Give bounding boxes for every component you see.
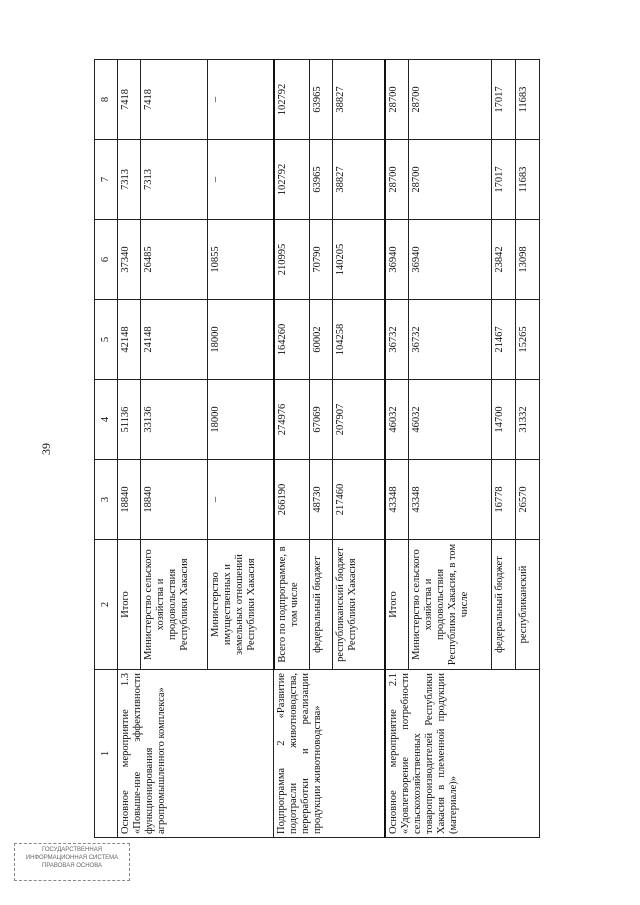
stamp-line: ГОСУДАРСТВЕННАЯ — [41, 847, 103, 853]
value-cell: 18000 — [207, 380, 273, 460]
table-row — [274, 60, 310, 838]
executor-cell: республиканский — [516, 540, 540, 670]
value-cell: 60002 — [309, 300, 333, 380]
value-cell: 266190 — [274, 460, 310, 540]
value-cell: 38827 — [333, 60, 385, 140]
executor-cell: Итого — [385, 540, 409, 670]
value-cell: 36940 — [409, 220, 492, 300]
value-cell: 21467 — [492, 300, 516, 380]
activity-cell: Подпрограмма 2 «Развитие подотрасли животноводства, переработки и реализации продукции животноводства» — [274, 670, 386, 838]
header-cell: 3 — [95, 460, 118, 540]
value-cell: – — [207, 460, 273, 540]
stamp-line: ИНФОРМАЦИОННАЯ СИСТЕМА — [25, 855, 119, 861]
header-cell: 4 — [95, 380, 118, 460]
budget-table — [94, 59, 540, 838]
value-cell: 207907 — [333, 380, 385, 460]
value-cell: 102792 — [274, 60, 310, 140]
value-cell: 51136 — [117, 380, 141, 460]
value-cell: 102792 — [274, 140, 310, 220]
value-cell: 28700 — [385, 140, 409, 220]
value-cell: 164260 — [274, 300, 310, 380]
value-cell: 11683 — [516, 140, 540, 220]
value-cell: 10855 — [207, 220, 273, 300]
value-cell: 31332 — [516, 380, 540, 460]
executor-cell: Министерство имущественных и земельных отношений Республики Хакасия — [207, 540, 273, 670]
executor-cell: Всего по подпрограмме, в том числе — [274, 540, 310, 670]
value-cell: 37340 — [117, 220, 141, 300]
value-cell: 18840 — [117, 460, 141, 540]
header-cell: 8 — [95, 60, 118, 140]
value-cell: 7313 — [141, 140, 207, 220]
table-row — [385, 60, 409, 838]
value-cell: 46032 — [409, 380, 492, 460]
value-cell: 36732 — [409, 300, 492, 380]
value-cell: 63965 — [309, 140, 333, 220]
value-cell: 63965 — [309, 60, 333, 140]
value-cell: 28700 — [409, 140, 492, 220]
value-cell: 43348 — [385, 460, 409, 540]
value-cell: 36940 — [385, 220, 409, 300]
value-cell: 28700 — [385, 60, 409, 140]
value-cell: 14700 — [492, 380, 516, 460]
value-cell: 42148 — [117, 300, 141, 380]
value-cell: 13098 — [516, 220, 540, 300]
executor-cell: Министерство сельского хозяйства и продовольствия Республики Хакасия — [141, 540, 207, 670]
header-cell: 2 — [95, 540, 118, 670]
value-cell: 274976 — [274, 380, 310, 460]
value-cell: 17017 — [492, 140, 516, 220]
value-cell: 210995 — [274, 220, 310, 300]
executor-cell: республиканский бюджет Республики Хакасия — [333, 540, 385, 670]
header-cell: 6 — [95, 220, 118, 300]
value-cell: 36732 — [385, 300, 409, 380]
registry-stamp — [14, 843, 130, 881]
value-cell: 217460 — [333, 460, 385, 540]
page-number: 39 — [39, 443, 53, 455]
value-cell: 48730 — [309, 460, 333, 540]
value-cell: – — [207, 60, 273, 140]
value-cell: 104258 — [333, 300, 385, 380]
header-cell: 5 — [95, 300, 118, 380]
value-cell: 23842 — [492, 220, 516, 300]
value-cell: 46032 — [385, 380, 409, 460]
activity-cell: Основное мероприятие 1.3 «Повыше-ние эффективности функционирования агропромышленного комплекса» — [117, 670, 274, 838]
value-cell: 18840 — [141, 460, 207, 540]
value-cell: 7418 — [141, 60, 207, 140]
executor-cell: федеральный бюджет — [492, 540, 516, 670]
value-cell: 28700 — [409, 60, 492, 140]
executor-cell: федеральный бюджет — [309, 540, 333, 670]
value-cell: 26485 — [141, 220, 207, 300]
value-cell: 7313 — [117, 140, 141, 220]
header-cell: 1 — [95, 670, 118, 838]
value-cell: 140205 — [333, 220, 385, 300]
value-cell: 11683 — [516, 60, 540, 140]
value-cell: 15265 — [516, 300, 540, 380]
value-cell: 24148 — [141, 300, 207, 380]
value-cell: 43348 — [409, 460, 492, 540]
executor-cell: Министерство сельского хозяйства и продовольствия Республики Хакасия, в том числе — [409, 540, 492, 670]
value-cell: 26570 — [516, 460, 540, 540]
value-cell: 67069 — [309, 380, 333, 460]
value-cell: – — [207, 140, 273, 220]
value-cell: 16778 — [492, 460, 516, 540]
rotated-table-container — [94, 60, 540, 838]
value-cell: 33136 — [141, 380, 207, 460]
executor-cell: Итого — [117, 540, 141, 670]
value-cell: 7418 — [117, 60, 141, 140]
value-cell: 38827 — [333, 140, 385, 220]
value-cell: 18000 — [207, 300, 273, 380]
activity-cell: Основное мероприятие 2.1 «Удовлетворение потребности сельскохозяйственных товаропроизводителей Республики Хакасия в племенной продукции (материале)» — [385, 670, 539, 838]
value-cell: 17017 — [492, 60, 516, 140]
header-row — [95, 60, 118, 838]
stamp-line: ПРАВОВАЯ ОСНОВА — [42, 863, 102, 869]
value-cell: 70790 — [309, 220, 333, 300]
table-row — [117, 60, 141, 838]
header-cell: 7 — [95, 140, 118, 220]
